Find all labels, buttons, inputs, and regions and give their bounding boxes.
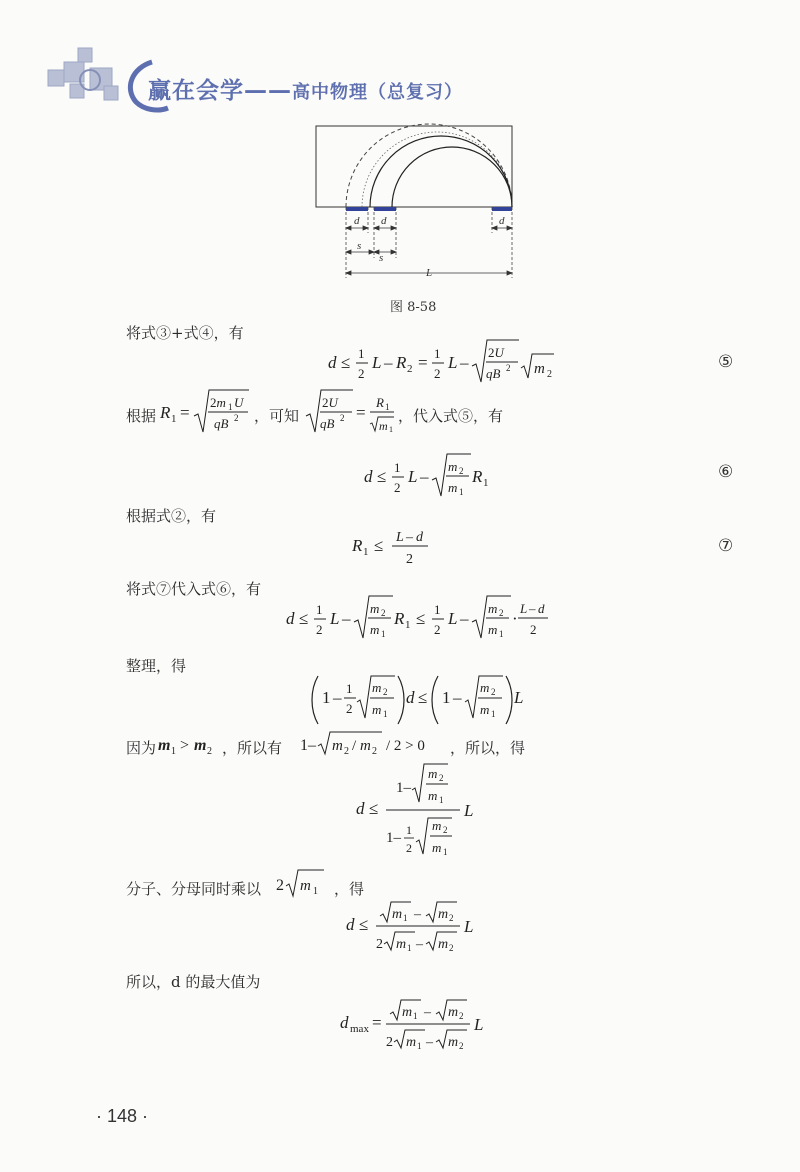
svg-text:L: L <box>464 917 474 936</box>
svg-text:≤: ≤ <box>416 609 426 628</box>
svg-text:1: 1 <box>413 1011 418 1021</box>
svg-text:2: 2 <box>459 1011 464 1021</box>
svg-text:2: 2 <box>449 943 454 953</box>
svg-text:2U: 2U <box>322 395 338 410</box>
svg-text:R: R <box>376 395 384 410</box>
svg-text:1: 1 <box>383 709 388 719</box>
svg-text:2U: 2U <box>488 345 504 360</box>
svg-text:m: m <box>300 878 311 894</box>
header-dash: —— <box>244 78 292 104</box>
svg-text:1: 1 <box>491 709 496 719</box>
svg-text:qB: qB <box>214 416 229 431</box>
svg-text:>: > <box>180 737 190 754</box>
svg-text:1: 1 <box>459 487 464 497</box>
svg-text:1: 1 <box>417 1041 422 1051</box>
label-d-mid: d <box>381 215 387 227</box>
svg-text:1: 1 <box>499 629 504 639</box>
svg-text:1: 1 <box>322 688 331 707</box>
paragraph-2-start: 根据 <box>126 407 157 425</box>
paragraph-2-mid: ，可知 <box>254 407 300 425</box>
equation-complex-fraction <box>356 758 486 862</box>
svg-text:2: 2 <box>499 608 504 618</box>
svg-text:=: = <box>372 1013 382 1032</box>
svg-text:d: d <box>416 530 423 545</box>
svg-text:d: d <box>538 601 545 616</box>
paragraph-3: 根据式②，有 <box>126 507 217 525</box>
svg-text:–: – <box>406 530 413 545</box>
paragraph-6-end: ，所以，得 <box>450 739 526 757</box>
svg-text:m: m <box>372 702 382 717</box>
svg-text:–: – <box>333 688 342 707</box>
header-title-sub: 高中物理（总复习） <box>292 82 463 103</box>
svg-text:–: – <box>414 907 421 922</box>
svg-text:1–: 1– <box>300 737 316 754</box>
svg-text:d: d <box>286 609 295 628</box>
svg-text:2: 2 <box>316 622 323 637</box>
paragraph-6-mid: ，所以有 <box>222 739 283 757</box>
svg-text:L: L <box>514 688 524 707</box>
svg-text:L: L <box>448 609 458 628</box>
svg-text:m: m <box>428 788 438 803</box>
svg-text:/: / <box>352 738 357 754</box>
svg-text:m: m <box>406 1035 417 1050</box>
svg-text:2: 2 <box>207 746 212 757</box>
paragraph-7-end: ，得 <box>334 880 365 898</box>
svg-text:d: d <box>328 353 337 372</box>
svg-text:2: 2 <box>406 552 413 567</box>
svg-text:m: m <box>438 937 449 952</box>
svg-text:m: m <box>360 738 371 754</box>
magnetic-field-diagram <box>300 118 530 293</box>
svg-text:2: 2 <box>372 746 377 757</box>
svg-text:2: 2 <box>459 1041 464 1051</box>
equation-5 <box>328 338 568 390</box>
svg-text:R: R <box>472 467 483 486</box>
svg-text:/ 2 > 0: / 2 > 0 <box>386 738 425 754</box>
svg-text:2: 2 <box>340 413 345 423</box>
svg-text:1–: 1– <box>396 780 411 796</box>
svg-text:m: m <box>432 840 442 855</box>
equation-r1 <box>160 388 250 440</box>
svg-text:1: 1 <box>394 460 401 475</box>
svg-text:m: m <box>402 1005 413 1020</box>
inequality-m1-m2 <box>158 730 228 758</box>
svg-text:m: m <box>448 1005 459 1020</box>
svg-text:1: 1 <box>434 602 441 617</box>
svg-text:2: 2 <box>276 877 284 894</box>
svg-text:m: m <box>488 622 498 637</box>
svg-text:m: m <box>379 419 388 433</box>
equation-substitution <box>286 594 556 646</box>
label-d-right: d <box>499 215 505 227</box>
svg-text:–: – <box>529 601 536 616</box>
svg-text:2: 2 <box>406 841 412 855</box>
svg-text:qB: qB <box>320 416 335 431</box>
svg-text:2: 2 <box>506 363 511 373</box>
svg-text:2: 2 <box>234 413 239 423</box>
paragraph-1: 将式③+式④，有 <box>126 324 244 342</box>
header-title <box>148 72 463 105</box>
svg-text:m: m <box>194 737 207 754</box>
svg-text:d: d <box>364 467 373 486</box>
svg-text:1: 1 <box>171 413 177 425</box>
equation-ratio <box>306 388 396 440</box>
svg-text:m: m <box>396 937 407 952</box>
paragraph-4: 将式⑦代入式⑥，有 <box>126 580 262 598</box>
paragraph-8: 所以，d 的最大值为 <box>126 973 261 991</box>
svg-text:=: = <box>180 403 190 422</box>
svg-text:1: 1 <box>403 913 408 923</box>
paragraph-5: 整理，得 <box>126 657 187 675</box>
svg-text:–: – <box>416 937 423 952</box>
svg-text:L: L <box>396 530 404 545</box>
svg-text:1: 1 <box>171 746 176 757</box>
svg-text:m: m <box>332 738 343 754</box>
svg-text:2: 2 <box>434 366 441 381</box>
svg-text:m: m <box>158 737 171 754</box>
svg-text:d: d <box>406 688 415 707</box>
svg-text:2: 2 <box>394 480 401 495</box>
svg-text:2: 2 <box>530 622 537 637</box>
svg-text:1: 1 <box>313 886 318 897</box>
svg-text:R: R <box>394 609 405 628</box>
figure-8-58 <box>300 118 530 297</box>
svg-text:–: – <box>460 353 469 372</box>
label-L: L <box>426 267 433 279</box>
svg-text:–: – <box>424 1005 431 1020</box>
svg-text:–: – <box>384 353 393 372</box>
svg-text:m: m <box>448 459 458 474</box>
svg-text:m: m <box>392 907 403 922</box>
svg-text:m: m <box>428 766 438 781</box>
page-number: · 148 · <box>96 1106 149 1126</box>
svg-text:1: 1 <box>363 546 369 558</box>
label-d-left: d <box>354 215 360 227</box>
svg-text:m: m <box>488 601 498 616</box>
svg-text:≤: ≤ <box>418 688 428 707</box>
equation-number-7: ⑦ <box>718 536 734 556</box>
svg-text:m: m <box>432 818 442 833</box>
svg-text:1: 1 <box>228 402 233 412</box>
svg-text:–: – <box>460 609 469 628</box>
svg-text:L: L <box>408 467 418 486</box>
svg-text:L: L <box>464 801 474 820</box>
svg-text:≤: ≤ <box>374 536 384 555</box>
svg-text:d: d <box>346 915 355 934</box>
svg-text:m: m <box>480 702 490 717</box>
svg-text:m: m <box>370 601 380 616</box>
svg-text:m: m <box>480 680 490 695</box>
svg-text:≤: ≤ <box>359 915 369 934</box>
svg-text:L: L <box>520 601 528 616</box>
svg-text:1: 1 <box>358 346 365 361</box>
paragraph-2-end: ，代入式⑤，有 <box>398 407 504 425</box>
equation-rearranged <box>312 672 522 728</box>
figure-caption: 图 8-58 <box>390 300 437 315</box>
svg-text:m: m <box>534 361 545 377</box>
svg-text:2: 2 <box>449 913 454 923</box>
svg-text:L: L <box>448 353 458 372</box>
svg-text:2m: 2m <box>210 395 226 410</box>
svg-text:L: L <box>330 609 340 628</box>
svg-text:R: R <box>396 353 407 372</box>
equation-number-5: ⑤ <box>718 352 734 372</box>
svg-text:1: 1 <box>443 847 448 857</box>
svg-text:1: 1 <box>346 681 353 696</box>
equation-simplified <box>346 898 506 958</box>
label-s-right: s <box>379 252 384 264</box>
svg-text:L: L <box>372 353 382 372</box>
svg-text:≤: ≤ <box>369 799 379 818</box>
svg-text:2: 2 <box>383 687 388 697</box>
svg-text:=: = <box>356 403 366 422</box>
svg-text:m: m <box>448 480 458 495</box>
svg-text:2: 2 <box>459 466 464 476</box>
svg-text:2: 2 <box>491 687 496 697</box>
multiplier-expression <box>276 866 332 898</box>
svg-text:1: 1 <box>407 943 412 953</box>
svg-text:2: 2 <box>376 937 383 952</box>
header-title-main: 赢在会学 <box>148 78 244 104</box>
svg-text:2: 2 <box>547 369 552 380</box>
svg-text:1: 1 <box>406 823 412 837</box>
svg-text:d: d <box>356 799 365 818</box>
svg-text:2: 2 <box>407 363 413 375</box>
svg-text:·: · <box>512 609 518 628</box>
svg-text:m: m <box>448 1035 459 1050</box>
label-s-left: s <box>357 240 362 252</box>
svg-text:1: 1 <box>439 795 444 805</box>
svg-text:R: R <box>352 536 363 555</box>
svg-text:–: – <box>453 688 462 707</box>
svg-text:1: 1 <box>434 346 441 361</box>
svg-text:R: R <box>160 403 171 422</box>
equation-number-6: ⑥ <box>718 462 734 482</box>
svg-text:–: – <box>426 1035 433 1050</box>
svg-text:1: 1 <box>316 602 323 617</box>
svg-text:2: 2 <box>358 366 365 381</box>
svg-text:2: 2 <box>386 1035 393 1050</box>
svg-text:1: 1 <box>442 688 451 707</box>
inequality-positive <box>300 728 450 758</box>
svg-text:2: 2 <box>346 701 353 716</box>
svg-text:2: 2 <box>434 622 441 637</box>
svg-text:2: 2 <box>439 773 444 783</box>
svg-text:1: 1 <box>405 619 411 631</box>
svg-text:1–: 1– <box>386 830 401 846</box>
paragraph-7-start: 分子、分母同时乘以 <box>126 880 262 898</box>
svg-text:2: 2 <box>443 825 448 835</box>
svg-text:m: m <box>370 622 380 637</box>
svg-text:max: max <box>350 1023 369 1035</box>
svg-text:m: m <box>372 680 382 695</box>
svg-text:–: – <box>342 609 351 628</box>
svg-text:1: 1 <box>385 402 390 412</box>
svg-text:≤: ≤ <box>299 609 309 628</box>
svg-text:–: – <box>420 467 429 486</box>
svg-text:1: 1 <box>483 477 489 489</box>
equation-7 <box>352 523 452 573</box>
svg-text:qB: qB <box>486 366 501 381</box>
svg-text:≤: ≤ <box>341 353 351 372</box>
equation-6 <box>364 452 504 504</box>
paragraph-6-start: 因为 <box>126 739 157 757</box>
svg-text:U: U <box>234 395 244 410</box>
svg-text:L: L <box>474 1015 484 1034</box>
svg-text:≤: ≤ <box>377 467 387 486</box>
equation-dmax <box>340 996 510 1056</box>
svg-text:m: m <box>438 907 449 922</box>
svg-text:1: 1 <box>389 425 393 434</box>
svg-text:1: 1 <box>381 629 386 639</box>
svg-text:d: d <box>340 1013 349 1032</box>
svg-text:2: 2 <box>344 746 349 757</box>
svg-text:2: 2 <box>381 608 386 618</box>
svg-text:=: = <box>418 353 428 372</box>
